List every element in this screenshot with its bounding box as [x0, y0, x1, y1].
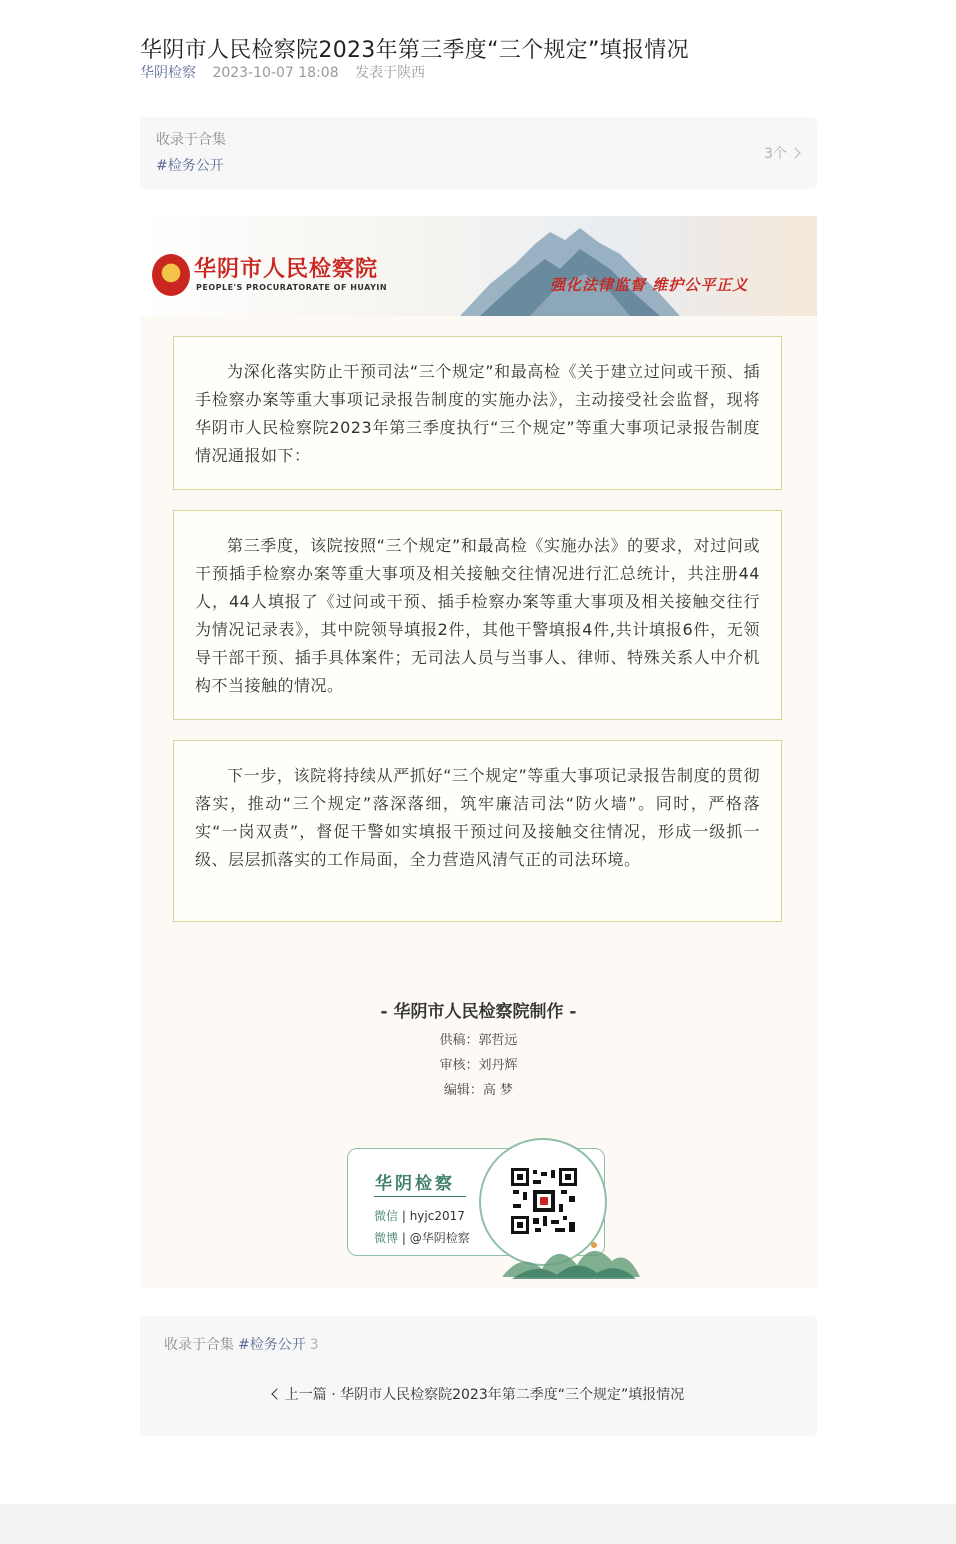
review-credit: 审核：刘丹辉 — [439, 1058, 518, 1073]
footer-collection-count: 3 — [309, 1337, 319, 1353]
paragraph-box — [173, 336, 782, 490]
collection-label: 收录于合集 — [156, 132, 226, 148]
footer-collection-label: 收录于合集 — [164, 1337, 234, 1353]
publish-datetime: 2023-10-07 18:08 — [212, 65, 339, 81]
article-title: 华阴市人民检察院2023年第三季度“三个规定”填报情况 — [140, 37, 689, 63]
promo-brand: 华阴检察 — [375, 1174, 455, 1194]
paragraph-text: 第三季度，该院按照“三个规定”和最高检《实施办法》的要求，对过问或干预插手检察办案等重大事项及相关接触交往情况进行汇总统计，共注册44人，44人填报了《过问或干预、插手检察办案等重大事项及相关接触交往行为情况记录表》，其中院领导填报2件，其他干警填报4件,共计填报6件，无领导干部干预、插手具体案件；无司法人员与当事人、律师、特殊关系人中介机构不当接触的情况。 — [195, 536, 760, 695]
previous-article-title: 上一篇 · 华阴市人民检察院2023年第二季度“三个规定”填报情况 — [284, 1387, 685, 1403]
weibo-row — [374, 1229, 470, 1246]
previous-article-link[interactable] — [140, 1384, 817, 1404]
separator: | — [398, 1209, 410, 1223]
paragraph-text: 为深化落实防止干预司法“三个规定”和最高检《关于建立过问或干预、插手检察办案等重大事项记录报告制度的实施办法》，主动接受社会监督，现将华阴市人民检察院2023年第三季度执行“三个规定”等重大事项记录报告制度情况通报如下： — [195, 362, 760, 465]
chevron-right-icon — [789, 147, 800, 158]
wechat-key: 微信 — [374, 1209, 399, 1223]
paragraph-box — [173, 740, 782, 922]
divider — [374, 1196, 466, 1197]
publish-location: 发表于陕西 — [355, 65, 426, 81]
collection-count[interactable] — [764, 143, 799, 163]
collection-card[interactable] — [140, 117, 817, 189]
paragraph-box — [173, 510, 782, 720]
collection-tag-link[interactable]: #检务公开 — [156, 158, 224, 174]
paragraph-text: 下一步，该院将持续从严抓好“三个规定”等重大事项记录报告制度的贯彻落实，推动“三个规定”落深落细，筑牢廉洁司法“防火墙”。同时，严格落实“一岗双责”，督促干警如实填报干预过问及接触交往情况，形成一级抓一级、层层抓落实的工作局面，全力营造风清气正的司法环境。 — [195, 766, 760, 869]
credits-block — [140, 1000, 817, 1103]
weibo-key: 微博 — [374, 1231, 399, 1245]
editor-credit: 编辑：高 梦 — [443, 1083, 514, 1098]
footer-collection-row[interactable] — [164, 1334, 319, 1354]
weibo-id: @华阴检察 — [409, 1231, 470, 1245]
banner-org-english: PEOPLE'S PROCURATORATE OF HUAYIN — [196, 283, 388, 292]
chevron-left-icon — [271, 1388, 282, 1399]
collection-count-text: 3个 — [764, 146, 787, 162]
producer-line: - 华阴市人民检察院制作 - — [380, 1002, 577, 1022]
banner-org-name: 华阴市人民检察院 — [194, 256, 379, 282]
article-meta — [140, 63, 425, 83]
footer-collection-card — [140, 1316, 817, 1436]
procuratorate-emblem-icon — [152, 254, 190, 296]
supply-credit: 供稿：郭哲远 — [439, 1033, 518, 1048]
wechat-id: hyjc2017 — [409, 1209, 465, 1223]
article-body — [140, 216, 817, 1288]
bottom-band — [0, 1504, 956, 1544]
header-banner — [140, 216, 817, 316]
separator: | — [398, 1231, 410, 1245]
banner-slogan: 强化法律监督 维护公平正义 — [550, 276, 749, 294]
mountain-illustration-icon — [460, 224, 680, 316]
account-name-link[interactable]: 华阴检察 — [140, 65, 196, 81]
footer-collection-tag-link[interactable]: #检务公开 — [238, 1337, 306, 1353]
hills-decoration-icon — [502, 1221, 642, 1281]
wechat-row — [374, 1207, 465, 1224]
